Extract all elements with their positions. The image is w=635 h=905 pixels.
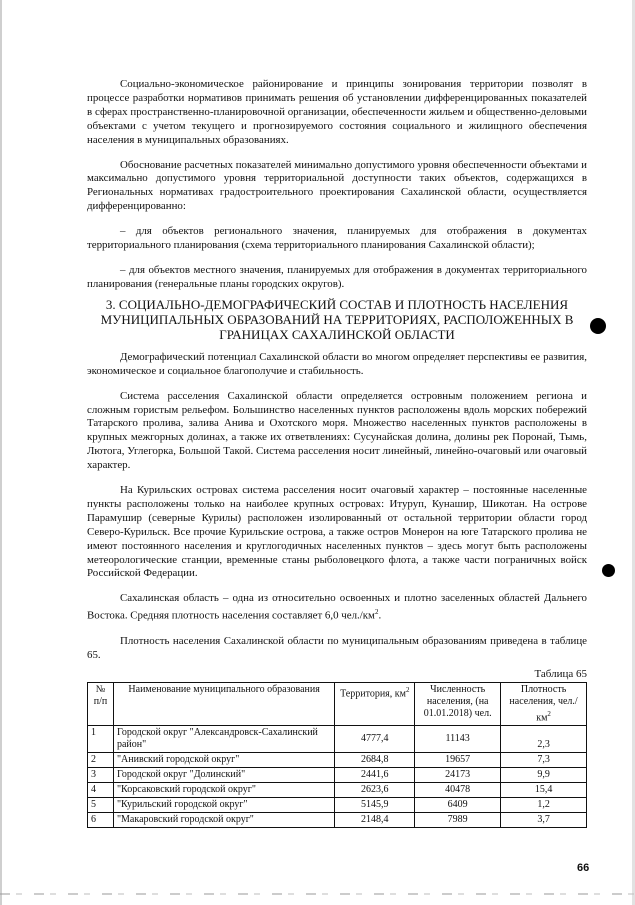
paragraph: Обоснование расчетных показателей минимально допустимого уровня обеспеченности объектами и максимально допустимого уровня территориальной доступности таких объектов, содержащихся в Региональных нормативах градостроительного проектирования Сахалинской области, осуществляется дифференцированно:: [87, 158, 587, 213]
paragraph: Демографический потенциал Сахалинской области во многом определяет перспективы ее развития, экономическое и социальное благополучие и стабильность.: [87, 350, 587, 377]
table-row: [88, 767, 587, 782]
density-end: .: [378, 609, 382, 622]
cell-num: 1: [88, 725, 114, 752]
cell-name: Городской округ "Александровск-Сахалинский район": [113, 725, 334, 752]
superscript: 2: [374, 608, 379, 617]
page-number: 66: [577, 862, 590, 874]
paragraph: Плотность населения Сахалинской области по муниципальным образованиям приведена в таблице 65.: [87, 634, 587, 661]
density-text: Сахалинская область – одна из относительно освоенных и плотно заселенных областей Дальнего Востока. Средняя плотность населения составляет 6,0 чел./км: [87, 592, 587, 622]
cell-territory: 2623,6: [335, 782, 415, 797]
cell-territory: 5145,9: [335, 797, 415, 812]
table-row: [88, 812, 587, 827]
page-content: [87, 78, 587, 828]
paragraph: На Курильских островах система расселения носит очаговый характер – постоянные населенные пункты расположены только на наиболее крупных островах: Итуруп, Кунашир, Шикотан. На острове Парамушир (северные Курилы) расположен изолированный от остальной территории области город Северо-Курильск. Все прочие Курильские острова, а также остров Монерон на юге Татарского пролива не имеют постоянного населения и круглогодичных населенных пунктов – здесь могут быть расположены метеорологические станции, временные станы рыболовецкого флота, а также части пограничных войск Российской Федерации.: [87, 484, 587, 580]
header-territory: Территория, $км^2$: [335, 682, 415, 725]
table-row: [88, 752, 587, 767]
cell-num: 3: [88, 767, 114, 782]
header-density: Плотность населения, $чел./км^2$: [501, 682, 587, 725]
scan-bottom-noise: [0, 893, 635, 895]
list-item: – для объектов регионального значения, планируемых для отображения в документах территориального планирования (схема территориального планирования Сахалинской области);: [87, 225, 587, 252]
cell-density: 9,9: [501, 767, 587, 782]
cell-density: 3,7: [501, 812, 587, 827]
cell-population: 40478: [415, 782, 501, 797]
table-caption: Таблица 65: [534, 667, 587, 680]
cell-population: 7989: [415, 812, 501, 827]
cell-name: "Курильский городской округ": [113, 797, 334, 812]
cell-name: "Анивский городской округ": [113, 752, 334, 767]
cell-population: 6409: [415, 797, 501, 812]
cell-density: 7,3: [501, 752, 587, 767]
paragraph: Система расселения Сахалинской области определяется островным положением региона и сложным гористым рельефом. Большинство населенных пунктов расположены вдоль морских побережий Татарского пролива, залива Анива и Охотского моря. Множество населенных пунктов расположены в крупных межгорных долинах, а также их ответвлениях: Сусунайская долина, долины рек Поронай, Тымь, Лютога, Углегорка, Большой Такой. Система расселения носит линейный, линейно-очаговый или очаговый характер.: [87, 389, 587, 472]
cell-num: 6: [88, 812, 114, 827]
scan-edge-left: [0, 0, 2, 905]
cell-num: 2: [88, 752, 114, 767]
header-name: Наименование муниципального образования: [113, 682, 334, 725]
cell-territory: 2441,6: [335, 767, 415, 782]
cell-population: 24173: [415, 767, 501, 782]
header-population: Численность населения, (на 01.01.2018) чел.: [415, 682, 501, 725]
section-heading: 3. СОЦИАЛЬНО-ДЕМОГРАФИЧЕСКИЙ СОСТАВ И ПЛОТНОСТЬ НАСЕЛЕНИЯ МУНИЦИПАЛЬНЫХ ОБРАЗОВАНИЙ НА ТЕРРИТОРИЯХ, РАСПОЛОЖЕННЫХ В ГРАНИЦАХ САХАЛИНСКОЙ ОБЛАСТИ: [100, 296, 574, 342]
cell-density: 15,4: [501, 782, 587, 797]
cell-population: 11143: [415, 725, 501, 752]
cell-name: "Корсаковский городской округ": [113, 782, 334, 797]
cell-territory: 2148,4: [335, 812, 415, 827]
cell-territory: 2684,8: [335, 752, 415, 767]
list-item: – для объектов местного значения, планируемых для отображения в документах территориального планирования (генеральные планы городских округов).: [87, 263, 587, 290]
table-row: [88, 725, 587, 752]
cell-num: 4: [88, 782, 114, 797]
punch-hole-mark: [602, 564, 615, 577]
cell-territory: 4777,4: [335, 725, 415, 752]
paragraph: [87, 592, 587, 623]
density-table: [87, 682, 587, 828]
cell-density: 2,3: [501, 725, 587, 752]
cell-name: Городской округ "Долинский": [113, 767, 334, 782]
table-row: [88, 797, 587, 812]
cell-density: 1,2: [501, 797, 587, 812]
table-header-row: [88, 682, 587, 725]
cell-num: 5: [88, 797, 114, 812]
table-row: [88, 782, 587, 797]
cell-population: 19657: [415, 752, 501, 767]
paragraph: Социально-экономическое районирование и принципы зонирования территории позволят в процессе разработки нормативов принимать решения об установлении дифференцированных показателей в сферах пространственно-планировочной организации, обеспеченности жильем и общественно-деловыми объектами с учетом текущего и прогнозируемого состояния социального и жилищного обеспечения населения в муниципальных образованиях.: [87, 78, 587, 146]
header-num: № п/п: [88, 682, 114, 725]
punch-hole-mark: [590, 318, 606, 334]
cell-name: "Макаровский городской округ": [113, 812, 334, 827]
